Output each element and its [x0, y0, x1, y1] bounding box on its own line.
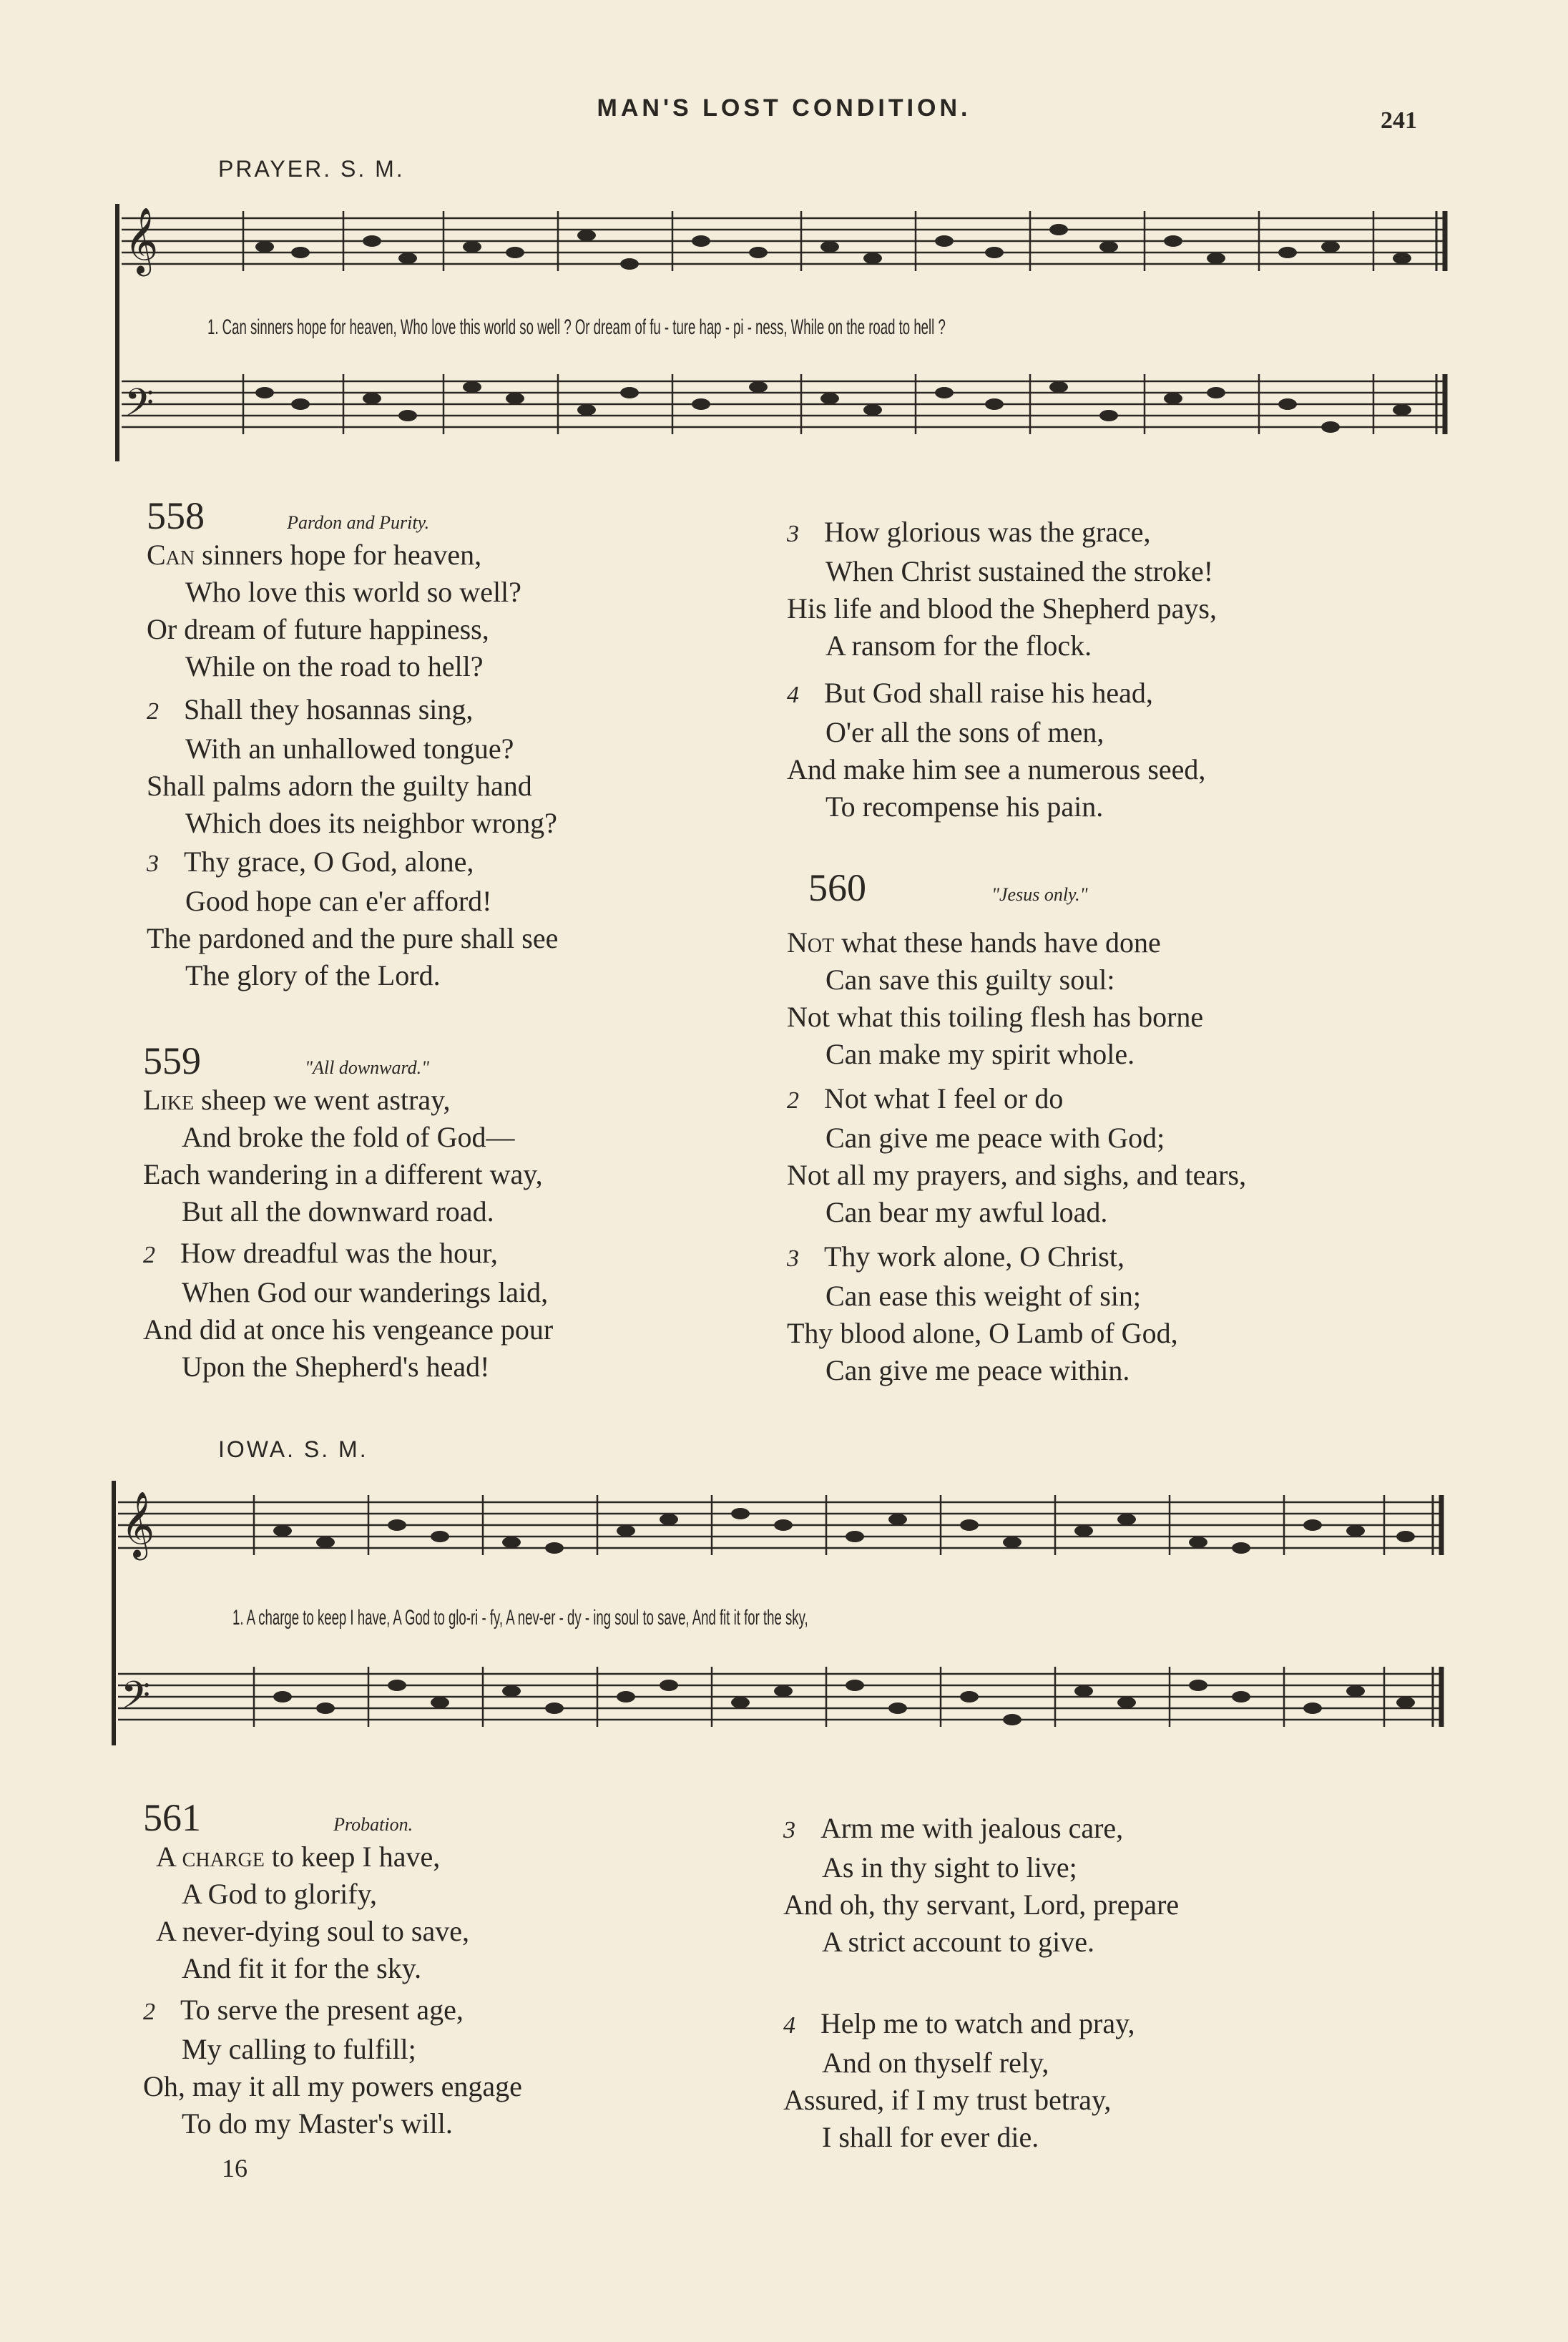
- hymn-559-continued: [787, 514, 1217, 825]
- verse-number: 4: [783, 2012, 795, 2039]
- hymn-560: [808, 866, 1088, 910]
- verse-line: And on thyself rely,: [822, 2047, 1049, 2079]
- verse-line: To do my Master's will.: [182, 2107, 453, 2140]
- verse-line: Help me to watch and pray,: [820, 2007, 1135, 2039]
- verse-line: Oh, may it all my powers engage: [143, 2070, 522, 2102]
- verse-line: And broke the fold of God—: [182, 1121, 515, 1153]
- verse-line: Can ease this weight of sin;: [825, 1280, 1142, 1312]
- hymn-number: 559: [143, 1039, 201, 1082]
- signature-mark: 16: [222, 2154, 248, 2182]
- tune-name-iowa: IOWA. S. M.: [218, 1436, 368, 1462]
- verse-line: And make him see a numerous seed,: [787, 753, 1206, 785]
- page-number: 241: [1381, 107, 1417, 134]
- verse-number: 2: [147, 698, 159, 725]
- verse-line: Not what I feel or do: [824, 1082, 1064, 1114]
- verse-line: And oh, thy servant, Lord, prepare: [783, 1888, 1180, 1921]
- hymn-title: "All downward.": [305, 1057, 430, 1078]
- tune-lyric-iowa: 1. A charge to keep I have, A God to glo-ri - fy, A nev-er - dy - ing soul to save, And fit it for the sky,: [232, 1606, 808, 1630]
- verse-line: Arm me with jealous care,: [820, 1812, 1124, 1844]
- hymn-561: [143, 1795, 522, 2142]
- hymn-number: 560: [808, 866, 866, 909]
- verse-number: 4: [787, 682, 799, 708]
- verse-line: His life and blood the Shepherd pays,: [787, 592, 1217, 624]
- verse-number: 3: [147, 851, 159, 877]
- verse-line: A strict account to give.: [822, 1926, 1095, 1958]
- tune-name-prayer: PRAYER. S. M.: [218, 156, 405, 182]
- verse-line: Can give me peace within.: [825, 1354, 1130, 1386]
- hymn-number: 561: [143, 1796, 201, 1839]
- first-word: Like: [143, 1084, 195, 1116]
- verse-line: Assured, if I my trust betray,: [783, 2084, 1112, 2116]
- hymn-title: Probation.: [333, 1814, 413, 1835]
- verse-line: When God our wanderings laid,: [182, 1276, 549, 1308]
- verse-line: As in thy sight to live;: [822, 1851, 1077, 1883]
- verse-line: With an unhallowed tongue?: [185, 733, 514, 765]
- verse-number: 2: [787, 1087, 799, 1114]
- hymn-559: [143, 1039, 553, 1386]
- verse-line: Can save this guilty soul:: [825, 964, 1115, 996]
- verse-line: To recompense his pain.: [825, 790, 1104, 823]
- verse-line: A ransom for the flock.: [825, 629, 1092, 662]
- verse-line: Not what this toiling flesh has borne: [787, 1001, 1204, 1033]
- verse-line: what these hands have done: [841, 926, 1161, 959]
- verse-number: 3: [783, 1817, 795, 1843]
- verse-line: sheep we went astray,: [201, 1084, 451, 1116]
- verse-line: How glorious was the grace,: [824, 516, 1151, 548]
- verse-line: Who love this world so well?: [185, 576, 521, 608]
- verse-line: Upon the Shepherd's head!: [182, 1351, 490, 1383]
- first-word: Not: [787, 926, 835, 959]
- verse-line: Thy work alone, O Christ,: [824, 1240, 1124, 1273]
- svg-text:𝄞: 𝄞: [124, 207, 159, 273]
- verse-line: Thy blood alone, O Lamb of God,: [787, 1317, 1178, 1349]
- hymn-560-verses: [787, 924, 1246, 1389]
- verse-line: The glory of the Lord.: [185, 959, 441, 991]
- verse-line: to keep I have,: [271, 1841, 441, 1873]
- verse-line: Shall palms adorn the guilty hand: [147, 770, 532, 802]
- verse-line: Each wandering in a different way,: [143, 1158, 543, 1190]
- hymn-561-continued: [783, 1810, 1179, 2156]
- verse-line: Can give me peace with God;: [825, 1122, 1165, 1154]
- verse-line: The pardoned and the pure shall see: [147, 922, 559, 954]
- verse-line: To serve the present age,: [180, 1994, 464, 2026]
- verse-line: And fit it for the sky.: [182, 1952, 422, 1984]
- verse-line: O'er all the sons of men,: [825, 716, 1104, 748]
- verse-line: Good hope can e'er afford!: [185, 885, 492, 917]
- running-header: MAN'S LOST CONDITION.: [597, 94, 971, 122]
- hymn-558: [147, 494, 558, 994]
- verse-number: 3: [787, 521, 799, 547]
- verse-line: Or dream of future happiness,: [147, 613, 489, 645]
- verse-number: 2: [143, 1242, 155, 1268]
- hymn-number: 558: [147, 494, 205, 537]
- first-word: Can: [147, 539, 195, 571]
- verse-line: But God shall raise his head,: [824, 677, 1153, 709]
- verse-line: Which does its neighbor wrong?: [185, 807, 557, 839]
- verse-line: Can bear my awful load.: [825, 1196, 1108, 1228]
- verse-line: Shall they hosannas sing,: [184, 693, 474, 725]
- verse-line: How dreadful was the hour,: [180, 1237, 498, 1269]
- svg-text:𝄞: 𝄞: [121, 1491, 155, 1557]
- verse-number: 2: [143, 1999, 155, 2025]
- verse-line: But all the downward road.: [182, 1195, 494, 1228]
- svg-text:𝄢: 𝄢: [121, 1674, 151, 1727]
- verse-line: When Christ sustained the stroke!: [825, 555, 1214, 587]
- verse-line: And did at once his vengeance pour: [143, 1313, 554, 1346]
- tune-lyric-prayer: 1. Can sinners hope for heaven, Who love this world so well ? Or dream of fu - ture hap - pi - ness, While on the road to hell ?: [207, 315, 946, 339]
- verse-line: My calling to fulfill;: [182, 2033, 416, 2065]
- verse-line: A never-dying soul to save,: [156, 1915, 470, 1947]
- verse-number: 3: [787, 1245, 799, 1272]
- verse-line: While on the road to hell?: [185, 650, 484, 682]
- verse-line: Thy grace, O God, alone,: [184, 846, 474, 878]
- svg-text:𝄢: 𝄢: [124, 381, 155, 434]
- hymn-title: "Jesus only.": [991, 884, 1088, 905]
- verse-line: Can make my spirit whole.: [825, 1038, 1135, 1070]
- verse-line: Not all my prayers, and sighs, and tears,: [787, 1159, 1247, 1191]
- first-word: A charge: [156, 1841, 265, 1873]
- verse-line: I shall for ever die.: [822, 2121, 1039, 2153]
- hymn-title: Pardon and Purity.: [287, 512, 430, 533]
- verse-line: sinners hope for heaven,: [202, 539, 482, 571]
- verse-line: A God to glorify,: [182, 1878, 377, 1910]
